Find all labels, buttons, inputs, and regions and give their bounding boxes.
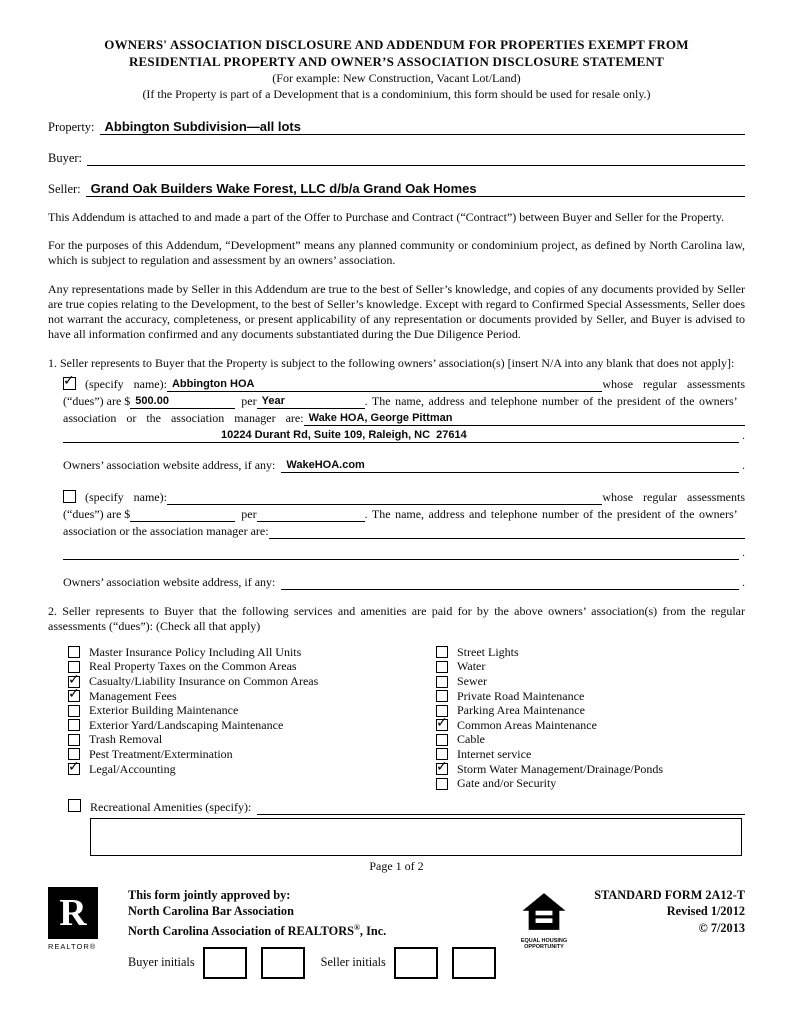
amenity-row bbox=[68, 674, 436, 689]
amenity-label: Exterior Yard/Landscaping Maintenance bbox=[89, 717, 284, 732]
buyer-field[interactable] bbox=[87, 149, 745, 166]
assoc1-dues-label: (“dues”) are $ bbox=[63, 393, 131, 408]
amenity-label: Internet service bbox=[457, 746, 532, 761]
assoc2-website-label: Owners’ association website address, if any: bbox=[63, 574, 276, 589]
amenity-row bbox=[68, 747, 436, 762]
seller-initials-box-2[interactable] bbox=[452, 947, 496, 979]
realtor-logo-caption: REALTOR® bbox=[48, 941, 97, 951]
form-copyright: © 7/2013 bbox=[698, 920, 745, 935]
form-number: STANDARD FORM 2A12-T bbox=[594, 887, 745, 902]
recreational-row bbox=[68, 798, 745, 815]
amenity-row bbox=[436, 703, 745, 718]
amenity-checkbox[interactable] bbox=[68, 690, 80, 702]
page-number: Page 1 of 2 bbox=[369, 858, 424, 873]
amenity-label: Street Lights bbox=[457, 644, 519, 659]
assoc1-name-field[interactable] bbox=[167, 375, 602, 392]
org2-suffix: , Inc. bbox=[359, 924, 387, 939]
amenity-row bbox=[436, 733, 745, 748]
assoc2-dues-field[interactable] bbox=[130, 505, 235, 522]
assoc2-whose-text: whose regular assessments bbox=[602, 489, 745, 504]
seller-initials-box-1[interactable] bbox=[394, 947, 438, 979]
buyer-initials-label: Buyer initials bbox=[128, 955, 195, 970]
recreational-field[interactable] bbox=[257, 798, 745, 815]
assoc1-whose-text: whose regular assessments bbox=[602, 376, 745, 391]
assoc1-per-label: per bbox=[241, 393, 257, 408]
amenity-label: Parking Area Maintenance bbox=[457, 703, 585, 718]
form-number-block bbox=[577, 887, 745, 937]
assoc2-per-field[interactable] bbox=[257, 505, 365, 522]
form-footer bbox=[48, 887, 745, 979]
assoc2-name-field[interactable] bbox=[167, 488, 602, 505]
amenity-row bbox=[68, 645, 436, 660]
paragraph-attached: This Addendum is attached to and made a part of the Offer to Purchase and Contract (“Contract”) between Buyer and Seller for the Property. bbox=[48, 210, 725, 224]
buyer-initials-box-1[interactable] bbox=[203, 947, 247, 979]
amenity-checkbox[interactable] bbox=[436, 676, 448, 688]
assoc2-line-period: . bbox=[742, 544, 745, 559]
recreational-label: Recreational Amenities (specify): bbox=[90, 799, 252, 814]
amenity-checkbox[interactable] bbox=[68, 763, 80, 775]
initials-row bbox=[128, 947, 511, 979]
amenity-label: Cable bbox=[457, 732, 485, 747]
amenity-row bbox=[436, 776, 745, 791]
amenities-column-left bbox=[68, 645, 436, 791]
amenity-checkbox[interactable] bbox=[436, 690, 448, 702]
realtor-logo-icon bbox=[48, 887, 98, 939]
form-subtitle1: (For example: New Construction, Vacant Lot/Land) bbox=[272, 71, 521, 85]
seller-label: Seller: bbox=[48, 182, 81, 196]
form-revised: Revised 1/2012 bbox=[666, 904, 745, 919]
assoc2-manager-label: association or the association manager are: bbox=[63, 523, 269, 538]
property-row bbox=[48, 118, 745, 135]
assoc2-contact-text: . The name, address and telephone number of the president of the owners’ bbox=[364, 506, 738, 521]
amenity-row bbox=[68, 733, 436, 748]
form-title-line2: RESIDENTIAL PROPERTY AND OWNER’S ASSOCIATION DISCLOSURE STATEMENT bbox=[128, 54, 665, 69]
assoc2-website-field[interactable] bbox=[281, 573, 739, 590]
amenity-row bbox=[436, 660, 745, 675]
assoc1-per-field[interactable] bbox=[257, 392, 365, 409]
org2-main: North Carolina Association of REALTORS bbox=[128, 924, 354, 939]
paragraph-purposes: For the purposes of this Addendum, “Development” means any planned community or condominium project, as defined by North Carolina law, which is subject to regulation and assessment by an owners’ association. bbox=[48, 238, 745, 268]
association-2-block bbox=[63, 488, 745, 560]
assoc1-website-field[interactable] bbox=[281, 456, 739, 473]
amenity-label: Real Property Taxes on the Common Areas bbox=[89, 659, 297, 674]
amenity-row bbox=[436, 689, 745, 704]
amenity-checkbox[interactable] bbox=[436, 763, 448, 775]
recreational-detail-box[interactable] bbox=[90, 818, 742, 856]
section2-intro: 2. Seller represents to Buyer that the following services and amenities are paid for by the above owners’ association(s) from the regular assessments (“dues”): (Check all that apply) bbox=[48, 603, 745, 633]
amenity-label: Master Insurance Policy Including All Units bbox=[89, 644, 302, 659]
amenity-label: Legal/Accounting bbox=[89, 761, 176, 776]
amenity-row bbox=[68, 718, 436, 733]
assoc1-website-row bbox=[63, 456, 745, 473]
assoc2-website-row bbox=[63, 573, 745, 590]
association-1-block bbox=[63, 375, 745, 443]
assoc1-contact-text: . The name, address and telephone number of the president of the owners’ bbox=[364, 393, 738, 408]
assoc1-website-label: Owners’ association website address, if any: bbox=[63, 457, 276, 472]
amenities-columns bbox=[68, 645, 745, 791]
assoc2-manager-field-2[interactable] bbox=[63, 543, 739, 560]
amenity-label: Common Areas Maintenance bbox=[457, 717, 597, 732]
equal-housing-caption-1: EQUAL HOUSING bbox=[520, 937, 568, 944]
assoc1-manager-field-2[interactable] bbox=[63, 426, 739, 443]
assoc2-specify-label: (specify name): bbox=[85, 489, 167, 504]
assoc1-manager-field-1[interactable] bbox=[304, 409, 745, 426]
form-title-line1: OWNERS' ASSOCIATION DISCLOSURE AND ADDENDUM FOR PROPERTIES EXEMPT FROM bbox=[104, 37, 689, 52]
assoc1-specify-label: (specify name): bbox=[85, 376, 167, 391]
assoc1-line-period: . bbox=[742, 427, 745, 442]
property-value: Abbington Subdivision—all lots bbox=[104, 119, 301, 134]
assoc1-manager-value-1: Wake HOA, George Pittman bbox=[308, 411, 453, 424]
seller-initials-label: Seller initials bbox=[320, 955, 386, 970]
amenity-checkbox[interactable] bbox=[436, 719, 448, 731]
buyer-label: Buyer: bbox=[48, 151, 83, 165]
assoc2-dues-label: (“dues”) are $ bbox=[63, 506, 131, 521]
amenity-checkbox[interactable] bbox=[68, 646, 80, 658]
amenity-checkbox[interactable] bbox=[436, 646, 448, 658]
amenity-label: Water bbox=[457, 659, 486, 674]
seller-field[interactable] bbox=[86, 180, 745, 197]
equal-housing-caption-2: OPPORTUNITY bbox=[524, 944, 564, 951]
amenity-checkbox[interactable] bbox=[436, 778, 448, 790]
assoc1-dues-field[interactable] bbox=[130, 392, 235, 409]
assoc1-website-period: . bbox=[742, 457, 745, 472]
amenity-label: Casualty/Liability Insurance on Common Areas bbox=[89, 674, 319, 689]
amenity-label: Exterior Building Maintenance bbox=[89, 703, 239, 718]
amenity-label: Gate and/or Security bbox=[457, 776, 557, 791]
assoc1-dues-value: 500.00 bbox=[135, 394, 169, 407]
amenity-row bbox=[68, 660, 436, 675]
amenity-checkbox[interactable] bbox=[436, 661, 448, 673]
amenity-row bbox=[436, 645, 745, 660]
form-subtitle2: (If the Property is part of a Development that is a condominium, this form should be used for resale only.) bbox=[142, 87, 651, 101]
assoc2-per-label: per bbox=[241, 506, 257, 521]
approved-block bbox=[108, 887, 511, 979]
org1-text: North Carolina Bar Association bbox=[128, 904, 294, 919]
amenity-row bbox=[68, 703, 436, 718]
assoc1-manager-value-2: 10224 Durant Rd, Suite 109, Raleigh, NC 27614 bbox=[221, 428, 467, 441]
registered-mark: ® bbox=[353, 922, 360, 932]
seller-row bbox=[48, 180, 745, 197]
amenity-label: Sewer bbox=[457, 674, 487, 689]
equal-housing-logo bbox=[511, 887, 577, 951]
amenity-label: Storm Water Management/Drainage/Ponds bbox=[457, 761, 664, 776]
amenity-row bbox=[436, 762, 745, 777]
amenity-row bbox=[68, 689, 436, 704]
section1-intro: 1. Seller represents to Buyer that the Property is subject to the following owners’ association(s) [insert N/A into any blank that does not apply]: bbox=[48, 356, 735, 371]
assoc1-website-value: WakeHOA.com bbox=[286, 458, 365, 471]
property-field[interactable] bbox=[100, 118, 745, 135]
realtor-logo-letter: R bbox=[59, 891, 87, 934]
assoc2-manager-field-1[interactable] bbox=[269, 522, 745, 539]
amenity-label: Management Fees bbox=[89, 688, 177, 703]
approved-by-text: This form jointly approved by: bbox=[128, 887, 291, 902]
realtor-logo bbox=[48, 887, 108, 951]
amenity-checkbox[interactable] bbox=[68, 734, 80, 746]
equal-housing-icon bbox=[521, 893, 567, 933]
assoc1-per-value: Year bbox=[261, 394, 285, 407]
buyer-row bbox=[48, 149, 745, 166]
amenity-checkbox[interactable] bbox=[436, 734, 448, 746]
assoc2-website-period: . bbox=[742, 574, 745, 589]
amenity-row bbox=[68, 762, 436, 777]
amenities-column-right bbox=[436, 645, 745, 791]
property-label: Property: bbox=[48, 120, 95, 134]
assoc2-checkbox[interactable] bbox=[63, 490, 76, 503]
org2-text bbox=[128, 920, 511, 940]
buyer-initials-box-2[interactable] bbox=[261, 947, 305, 979]
amenity-label: Trash Removal bbox=[89, 732, 163, 747]
amenity-row bbox=[436, 747, 745, 762]
amenity-row bbox=[436, 674, 745, 689]
amenity-checkbox[interactable] bbox=[68, 705, 80, 717]
amenity-label: Private Road Maintenance bbox=[457, 688, 585, 703]
amenity-label: Pest Treatment/Extermination bbox=[89, 746, 233, 761]
seller-value: Grand Oak Builders Wake Forest, LLC d/b/a Grand Oak Homes bbox=[90, 181, 477, 196]
form-header bbox=[48, 36, 745, 102]
assoc1-checkbox[interactable] bbox=[63, 377, 76, 390]
assoc1-name-value: Abbington HOA bbox=[171, 377, 255, 390]
amenity-row bbox=[436, 718, 745, 733]
amenity-checkbox[interactable] bbox=[68, 719, 80, 731]
recreational-checkbox[interactable] bbox=[68, 799, 81, 812]
assoc1-manager-label: association or the association manager are: bbox=[63, 410, 304, 425]
paragraph-representations: Any representations made by Seller in this Addendum are true to the best of Seller’s knowledge, and copies of any documents provided by Seller are true copies relating to the Development, to the best of Seller’s knowledge. Except with regard to Confirmed Special Assessments, Seller does not warrant the accuracy, completeness, or present applicability of any representation or documents provided by Seller, and Buyer is advised to have all information confirmed and any documents substantiated during the Due Diligence Period. bbox=[48, 281, 745, 342]
